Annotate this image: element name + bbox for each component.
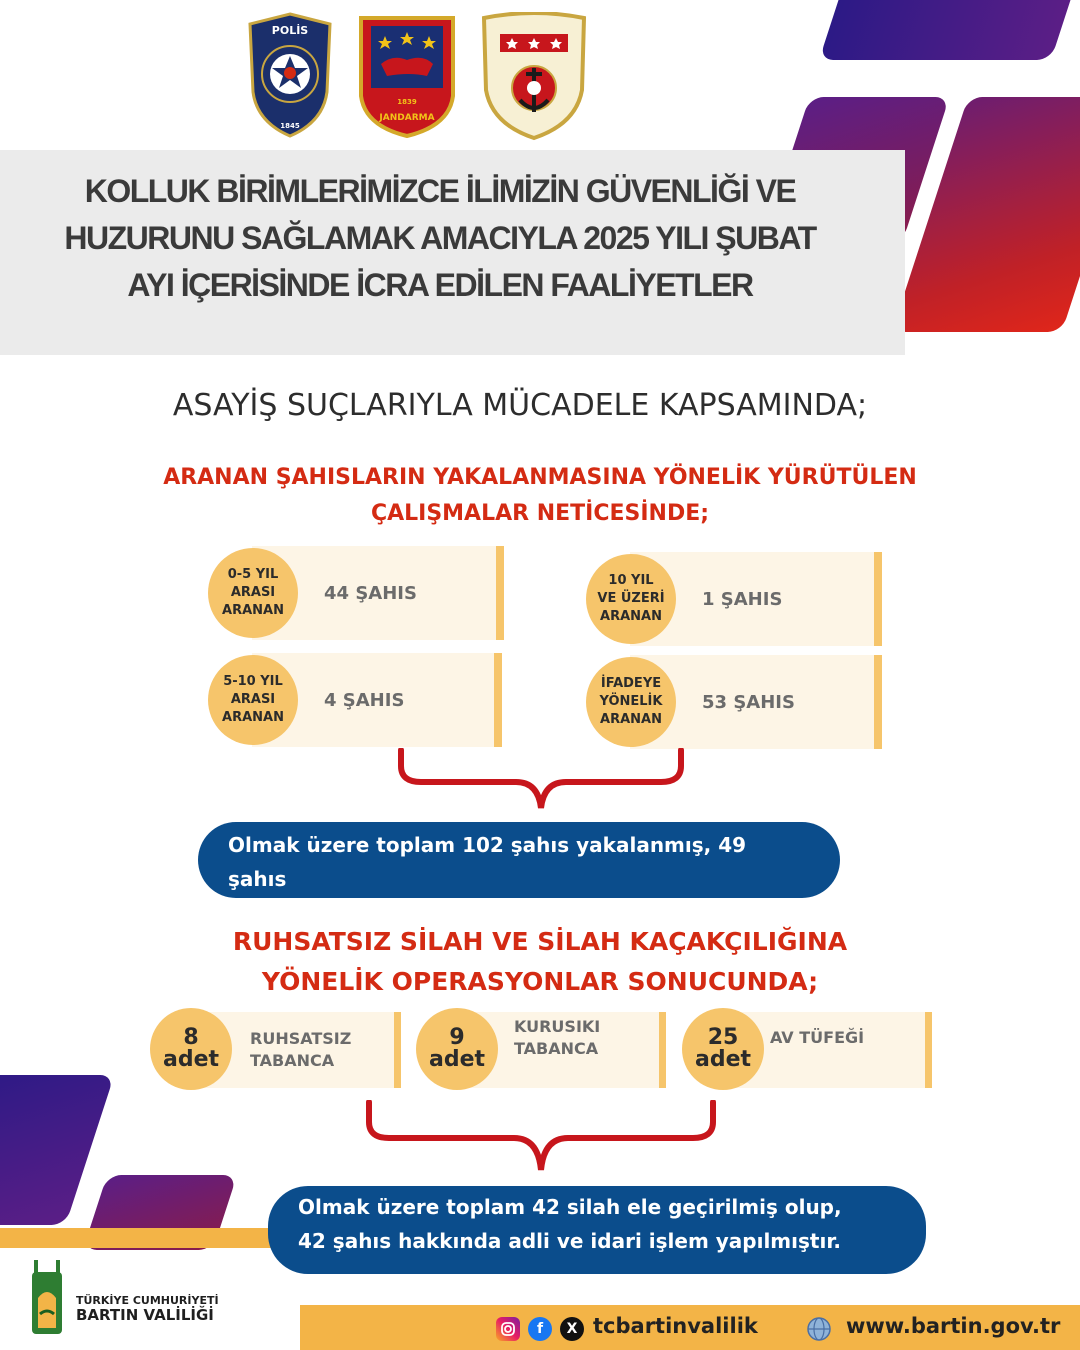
- weapon-card-count: 25: [707, 1025, 739, 1050]
- decorative-stripe-bottom: [0, 1228, 280, 1248]
- wanted-card-badge-line2: YÖNELİK: [599, 694, 663, 709]
- wanted-card-badge: [586, 554, 676, 644]
- weapon-card-unit: adet: [694, 1047, 752, 1072]
- section-heading: ASAYİŞ SUÇLARIYLA MÜCADELE KAPSAMINDA;: [172, 388, 868, 423]
- x-icon[interactable]: X: [560, 1317, 584, 1341]
- weapon-card-badge: [682, 1008, 764, 1090]
- police-emblem-year: 1845: [280, 122, 300, 130]
- weapons-summary-line2: 42 şahıs hakkında adli ve idari işlem yapılmıştır.: [298, 1229, 841, 1253]
- wanted-card-badge-line2: ARASI: [230, 692, 276, 707]
- governorship-name-line2: BARTIN VALİLİĞİ: [76, 1306, 214, 1324]
- weapon-card-label-line2: TABANCA: [514, 1039, 599, 1058]
- police-emblem-icon: [245, 12, 335, 138]
- weapons-heading: [100, 922, 980, 1002]
- weapon-card-count: 8: [183, 1025, 199, 1050]
- facebook-icon[interactable]: f: [528, 1317, 552, 1341]
- gendarmerie-emblem-text: JANDARMA: [379, 113, 435, 123]
- weapon-card-shotgun: [694, 1012, 932, 1088]
- wanted-card-badge-line2: ARASI: [230, 585, 276, 600]
- governorship-name-line1: TÜRKİYE CUMHURİYETİ: [76, 1294, 219, 1307]
- gendarmerie-emblem-icon: [357, 14, 457, 139]
- wanted-card-badge-line1: 5-10 YIL: [223, 674, 283, 689]
- wanted-card-value: 4 ŞAHIS: [324, 689, 405, 711]
- weapons-summary-line1: Olmak üzere toplam 42 silah ele geçirilmiş olup,: [298, 1195, 842, 1219]
- decorative-shape-top: [819, 0, 1077, 60]
- coast-guard-emblem-icon: [478, 12, 590, 142]
- weapons-summary: [268, 1186, 926, 1274]
- wanted-heading-line1: ARANAN ŞAHISLARIN YAKALANMASINA YÖNELİK YÜRÜTÜLEN: [163, 465, 917, 490]
- wanted-card-badge-line3: ARANAN: [600, 712, 662, 727]
- wanted-card-badge-line1: 0-5 YIL: [227, 567, 279, 582]
- weapons-heading-line2: YÖNELİK OPERASYONLAR SONUCUNDA;: [261, 967, 819, 996]
- bracket-connector-2: [364, 1100, 718, 1174]
- website-link[interactable]: www.bartin.gov.tr: [846, 1314, 1061, 1338]
- wanted-card-badge-line1: 10 YIL: [608, 573, 654, 588]
- gendarmerie-emblem-year: 1839: [397, 98, 417, 106]
- wanted-summary-line2: tutuklanmıştır.: [228, 901, 395, 925]
- wanted-heading-line2: ÇALIŞMALAR NETİCESİNDE;: [370, 501, 710, 526]
- instagram-icon[interactable]: [496, 1317, 520, 1341]
- weapons-heading-line1: RUHSATSIZ SİLAH VE SİLAH KAÇAKÇILIĞINA: [232, 927, 848, 956]
- weapon-card-badge: [150, 1008, 232, 1090]
- weapon-card-label: [514, 1000, 654, 1076]
- wanted-card-badge: [208, 548, 298, 638]
- wanted-card-5-10-years: [222, 653, 502, 747]
- wanted-card-badge-line3: ARANAN: [600, 609, 662, 624]
- wanted-card-statement: [599, 655, 882, 749]
- wanted-card-0-5-years: [222, 546, 504, 640]
- weapon-card-badge: [416, 1008, 498, 1090]
- social-handle-link[interactable]: tcbartinvalilik: [593, 1314, 758, 1338]
- weapon-card-unlicensed-pistol: [162, 1012, 401, 1088]
- weapon-card-label: [770, 1000, 910, 1076]
- wanted-card-badge-line1: İFADEYE: [600, 676, 662, 691]
- wanted-card-value: 1 ŞAHIS: [702, 588, 783, 610]
- globe-icon: [806, 1316, 832, 1342]
- wanted-card-badge: [586, 657, 676, 747]
- wanted-card-badge-line3: ARANAN: [222, 710, 284, 725]
- weapon-card-label: [250, 1012, 390, 1088]
- weapon-card-blank-pistol: [428, 1012, 666, 1088]
- weapon-card-unit: adet: [428, 1047, 486, 1072]
- page-title: KOLLUK BİRİMLERİMİZCE İLİMİZİN GÜVENLİĞİ VE HUZURUNU SAĞLAMAK AMACIYLA 2025 YILI ŞUBAT AYI İÇERİSİNDE İCRA EDİLEN FAALİYETLER: [64, 173, 816, 303]
- wanted-card-badge: [208, 655, 298, 745]
- wanted-card-badge-line3: ARANAN: [222, 603, 284, 618]
- weapon-card-label-line2: TABANCA: [250, 1051, 335, 1070]
- weapon-card-unit: adet: [162, 1047, 220, 1072]
- weapon-card-label-line1: KURUSIKI: [514, 1017, 601, 1036]
- bartin-governorship-logo-icon: [24, 1258, 70, 1338]
- weapon-card-label-line1: AV TÜFEĞİ: [770, 1028, 865, 1047]
- wanted-card-value: 44 ŞAHIS: [324, 582, 417, 604]
- wanted-heading: [100, 460, 980, 532]
- bracket-connector-1: [396, 748, 686, 812]
- police-emblem-text: POLİS: [271, 24, 309, 37]
- weapon-card-label-line1: RUHSATSIZ: [250, 1029, 352, 1048]
- wanted-summary-line1: Olmak üzere toplam 102 şahıs yakalanmış, 49 şahıs: [228, 833, 747, 891]
- wanted-card-10-plus-years: [597, 552, 882, 646]
- wanted-card-value: 53 ŞAHIS: [702, 691, 795, 713]
- wanted-card-badge-line2: VE ÜZERİ: [597, 591, 665, 606]
- wanted-summary: [198, 822, 840, 925]
- weapon-card-count: 9: [449, 1025, 465, 1050]
